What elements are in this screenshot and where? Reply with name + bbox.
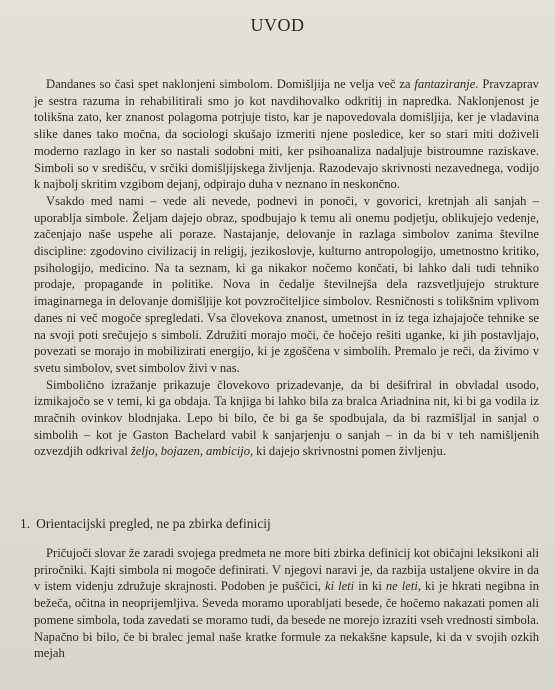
italic-text: fantaziranje: [414, 77, 476, 91]
paragraph: Dandanes so časi spet naklonjeni simbolom. Domišljija ne velja več za fantaziranje. Pravzaprav je sestra razuma in rehabilitirali smo jo kot navdihovalko odkritij in napredka. Naklonjenost je tolikšna zato, ker znanost polagoma potrjuje tisto, kar je napovedovala domišljija, ker je vladavina slike danes tako močna, da sociologi skušajo izmeriti njene posledice, ker so stari miti doživeli moderno razlago in ker so nastali sodobni miti, ker psihoanaliza nadaljuje bistroumne raziskave. Simboli so v središču, v srčiki domišljijskega življenja. Razodevajo skrivnosti nezavednega, vodijo k najbolj skritim vzgibom dejanj, odpirajo duha v neznano in neskončno.: [34, 77, 539, 192]
paragraph: Vsakdo med nami – vede ali nevede, podnevi in ponoči, v govorici, kretnjah ali sanjah – uporablja simbole. Željam dajejo obraz, spodbujajo k temu ali onemu podjetju, oblikujejo vedenje, začenjajo naše uspehe ali poraze. Nastajanje, delovanje in razlaga simbolov zanima številne discipline: zgodovino civilizacij in religij, jezikoslovje, kulturno antropologijo, umetnostno kritiko, psihologijo, medicino. Na ta seznam, ki ga nikakor nočemo končati, bi lahko dali tudi tehniko prodaje, propagande in politike. Nova in čedalje številnejša dela razsvetljujejo strukture imaginarnega in delovanje domišljije kot povzročiteljice simbolov. Resničnosti s tolikšnim vplivom danes ni več mogoče spregledati. Vsa človekova znanost, umetnost in iz tega izhajajoče tehnike se na svoji poti srečujejo s simboli. Združiti morajo moči, če hočejo rešiti uganke, ki jih postavljajo, povezati se morajo in mobilizirati energijo, ki je zgoščena v simbolih. Premalo je reči, da živimo v svetu simbolov, svet simbolov živi v nas.: [34, 193, 539, 375]
intro-text: [34, 76, 539, 460]
italic-text: ne leti: [385, 579, 418, 594]
paragraph: Simbolično izražanje prikazuje človekovo prizadevanje, da bi dešifriral in obvladal usodo, izmikajočo se v temi, ki ga obdaja. Ta knjiga bi lahko bila za bralca Ariadnina nit, ki bi ga vodila iz mračnih ovinkov blodnjaka. Lepo bi bilo, če bi ga še spodbujala, da bi razmišljal in sanjal o simbolih – kot je Gaston Bachelard vabil k sanjarjenju o sanjah – in da bi v teh namišljenih ozvezdjih odkrival željo, bojazen, ambicijo, ki dajejo skrivnostni pomen življenju.: [34, 377, 539, 459]
paragraph: Pričujoči slovar že zaradi svojega predmeta ne more biti zbirka definicij kot običajni leksikoni ali priročniki. Kajti simbola ni mogoče definirati. V njegovi naravi je, da razbija ustaljene okvire in da v istem videnju združuje skrajnosti. Podoben je puščici, ki leti in ki ne leti, ki je hkrati negibna in bežeča, očitna in neoprijemljiva. Seveda moramo uporabljati besede, če hočemo nakazati pomen ali pomene simbola, toda zavedati se moramo tudi, da besede ne morejo izraziti vseh vrednosti simbola. Napačno bi bilo, če bi bralec jemal naše kratke formule za nekakšne kapsule, ki da v svojih ozkih mejah: [34, 546, 540, 661]
section-title: Orientacijski pregled, ne pa zbirka definicij: [36, 516, 271, 531]
section-heading: [20, 516, 271, 532]
page-title: UVOD: [250, 15, 305, 35]
italic-text: ki leti: [324, 579, 355, 594]
italic-text: željo, bojazen, ambicijo: [130, 444, 251, 459]
section-number: 1.: [20, 516, 31, 531]
section-text: [34, 545, 539, 662]
